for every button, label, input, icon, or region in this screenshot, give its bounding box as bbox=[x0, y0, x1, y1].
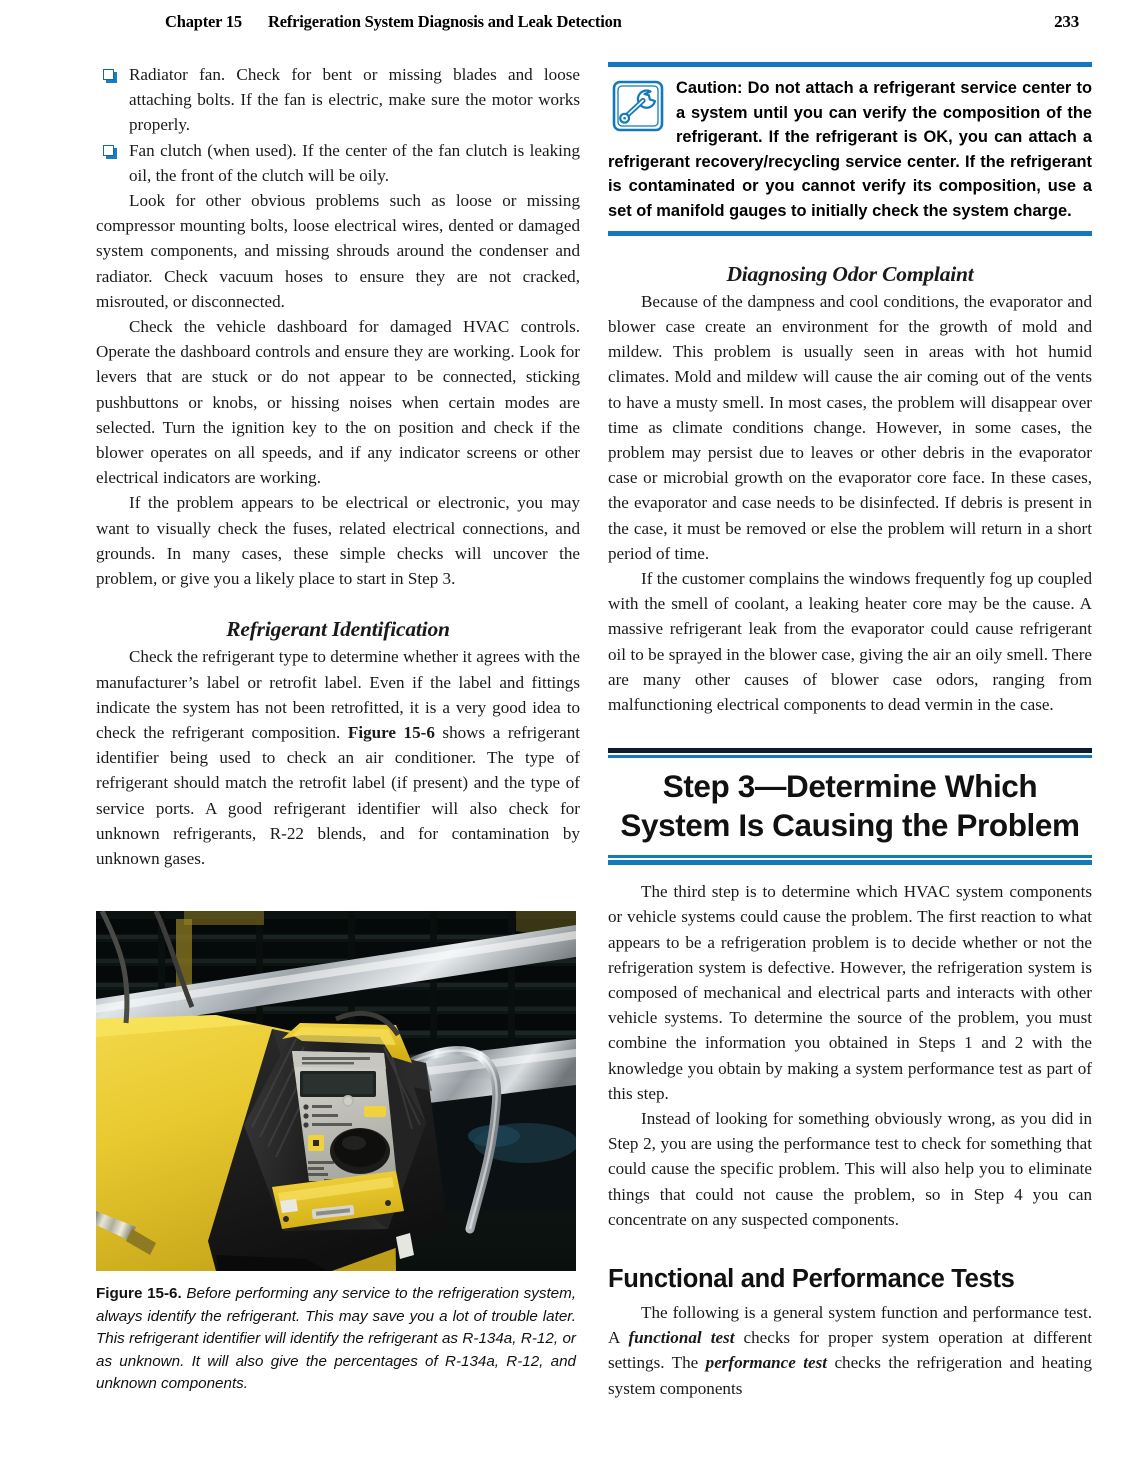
step-heading: Step 3—Determine Which System Is Causing the Problem bbox=[620, 768, 1080, 844]
figure-reference: Figure 15-6 bbox=[347, 723, 435, 743]
subheading-refrigerant-identification: Refrigerant Identification bbox=[226, 617, 450, 642]
paragraph-step3-1: The third step is to determine which HVAC system components or vehicle systems could cause the problem. The first reaction to what appears to be a refrigeration problem is to decide whether or not the refrigeration system is defective. However, the refrigeration system is composed of mechanical and electrical parts and interacts with other vehicle systems. To determine the source of the problem, you must combine the information you obtained in Steps 1 and 2 with the knowledge you obtain by making a system performance test as part of this step. bbox=[608, 882, 1092, 1103]
subheading-diagnosing-odor-complaint: Diagnosing Odor Complaint bbox=[726, 261, 974, 286]
step-heading-block bbox=[608, 748, 1092, 865]
checkbox-square-bullet-icon bbox=[103, 69, 115, 81]
tests-text-b: checks for proper system operation at different settings. The bbox=[608, 1328, 1092, 1373]
checkbox-square-bullet-icon bbox=[103, 145, 115, 157]
running-head bbox=[165, 12, 1079, 38]
tests-text-a: The following is a general system function and performance test. A bbox=[608, 1303, 1092, 1348]
list-item bbox=[96, 138, 580, 188]
figure-caption-label: Figure 15-6. bbox=[96, 1285, 182, 1302]
figure-15-6 bbox=[96, 911, 576, 1396]
figure-caption-text: Before performing any service to the refrigeration system, always identify the refrigerant. This may save you a lot of trouble later. This refrigerant identifier will identify the refrigerant as R-134a, R-12, or as unknown. It will also give the percentages of R-134a, R-12, and unknown components. bbox=[96, 1285, 576, 1392]
inspection-checklist bbox=[96, 62, 580, 188]
paragraph-dashboard-check: Check the vehicle dashboard for damaged HVAC controls. Operate the dashboard controls and ensure they are working. Look for levers that are stuck or do not appear to be connected, sticking pushbuttons or knobs, or hissing noises when certain modes are selected. Turn the ignition key to the on position and check if the blower operates on all speeds, and if any indicator screens or other electrical indicators are working. bbox=[96, 317, 580, 488]
figure-photo bbox=[96, 911, 576, 1271]
step-rule-blue-bottom-thin bbox=[608, 855, 1092, 858]
caution-text: Caution: Do not attach a refrigerant service center to a system until you can verify the composition of the refrigerant. If the refrigerant is OK, you can attach a refrigerant recovery/recycling service center. If the refrigerant is contaminated or you cannot verify its composition, use a set of manifold gauges to initially check the system charge. bbox=[608, 79, 1092, 220]
paragraph-look-for-problems: Look for other obvious problems such as loose or missing compressor mounting bolts, loose electrical wires, dented or damaged system components, and missing shrouds around the condenser and radiator. Check vacuum hoses to ensure they are not cracked, misrouted, or disconnected. bbox=[96, 191, 580, 311]
left-column bbox=[96, 62, 580, 871]
paragraph-odor-2: If the customer complains the windows frequently fog up coupled with the smell of coolant, a leaking heater core may be the cause. A massive refrigerant leak from the evaporator could cause refrigerant oil to be sprayed in the blower case, giving the air an oily smell. There are many other causes of blower case odors, ranging from malfunctioning electrical components to dead vermin in the case. bbox=[608, 569, 1092, 715]
paragraph-odor-1: Because of the dampness and cool conditions, the evaporator and blower case create an environment for the growth of mold and mildew. This problem is usually seen in areas with hot humid climates. Mold and mildew will cause the air coming out of the vents to have a musty smell. In most cases, the problem will disappear over time as climate conditions change. However, in some cases, the problem may persist due to leaves or other debris in the evaporator case or microbial growth on the evaporator core face. In these cases, the evaporator and case needs to be disinfected. If debris is present in the case, it must be removed or else the problem will return in a short period of time. bbox=[608, 291, 1092, 563]
caution-box bbox=[608, 62, 1092, 236]
term-functional-test: functional test bbox=[628, 1328, 735, 1348]
tests-text-c: checks the refrigeration and heating system components bbox=[608, 1353, 1092, 1398]
list-item-text: Radiator fan. Check for bent or missing blades and loose attaching bolts. If the fan is electric, make sure the motor works properly. bbox=[129, 65, 580, 135]
step-rule-blue-top bbox=[608, 755, 1092, 758]
refrigerant-identifier-photo bbox=[96, 911, 576, 1271]
step-rule-blue-bottom-thick bbox=[608, 860, 1092, 865]
step-rule-dark-top bbox=[608, 748, 1092, 753]
term-performance-test: performance test bbox=[705, 1353, 828, 1373]
caution-body bbox=[608, 67, 1092, 231]
paragraph-step3-2: Instead of looking for something obviously wrong, as you did in Step 2, you are using the performance test to check for something that could cause the specific problem. This will also help you to eliminate things that could not cause the problem, so in Step 4 you can concentrate on any suspected components. bbox=[608, 1109, 1092, 1229]
right-column bbox=[608, 62, 1092, 1401]
chapter-title: Refrigeration System Diagnosis and Leak Detection bbox=[268, 12, 622, 31]
chapter-label: Chapter 15 bbox=[165, 12, 242, 31]
paragraph-electrical-check: If the problem appears to be electrical or electronic, you may want to visually check the fuses, related electrical connections, and grounds. In many cases, these simple checks will uncover the problem, or give you a likely place to start in Step 3. bbox=[96, 493, 580, 589]
refrig-text-b: shows a refrigerant identifier being used to check an air conditioner. The type of refrigerant should match the retrofit label (if present) and the type of service ports. A good refrigerant identifier will also check for unknown refrigerants, R-22 blends, and for contamination by unknown gases. bbox=[96, 723, 580, 869]
caution-bottom-rule bbox=[608, 231, 1092, 236]
paragraph-tests bbox=[608, 1300, 1092, 1401]
wrench-icon bbox=[611, 79, 665, 133]
paragraph-refrigerant-identification bbox=[96, 644, 580, 871]
list-item bbox=[96, 62, 580, 138]
section-heading-functional-performance-tests: Functional and Performance Tests bbox=[608, 1265, 1015, 1294]
refrig-text-a: Check the refrigerant type to determine whether it agrees with the manufacturer’s label or retrofit label. Even if the label and fittings indicate the system has not been retrofitted, it is a very good idea to check the refrigerant composition. bbox=[96, 647, 580, 743]
figure-caption bbox=[96, 1283, 576, 1396]
list-item-text: Fan clutch (when used). If the center of the fan clutch is leaking oil, the front of the clutch will be oily. bbox=[129, 140, 580, 185]
page-number: 233 bbox=[1054, 12, 1079, 31]
